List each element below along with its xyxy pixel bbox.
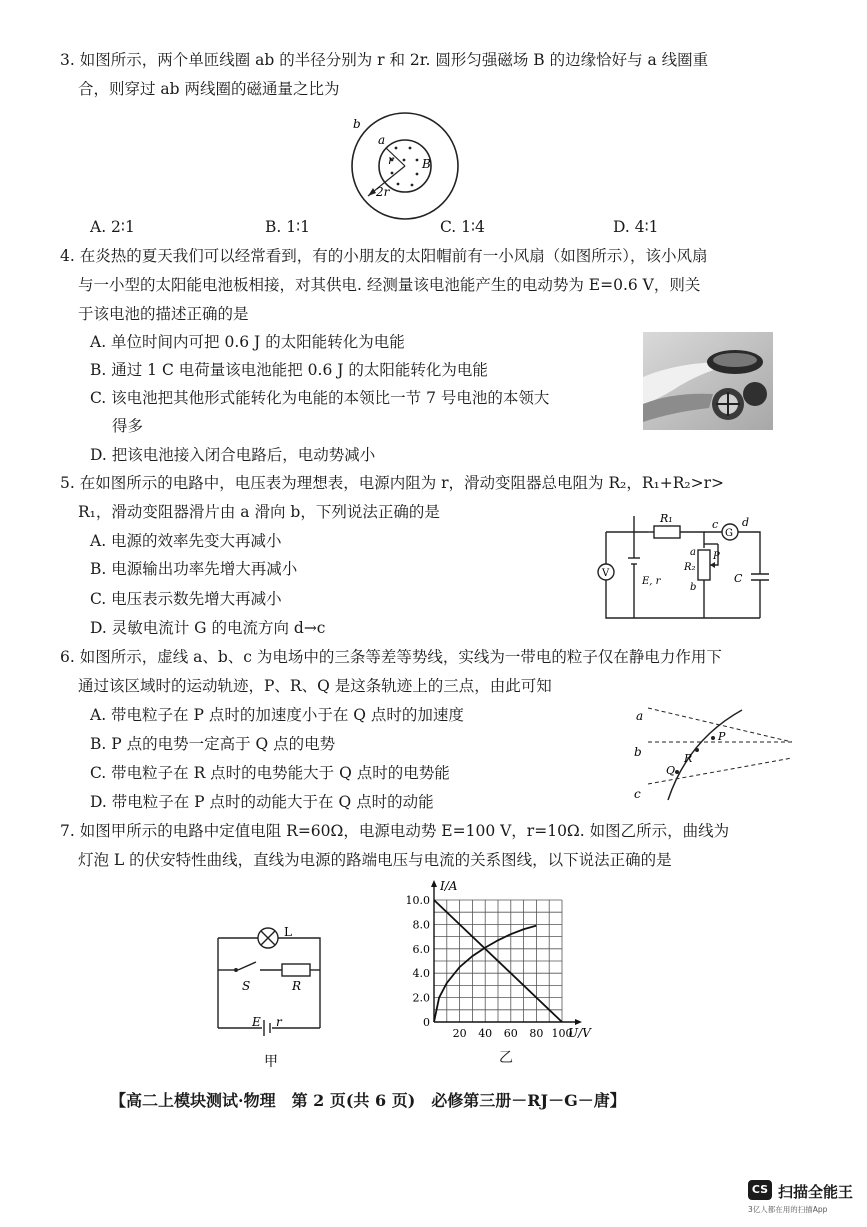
q4-stem-line3: 于该电池的描述正确的是 (78, 305, 249, 323)
chart-x-tick-label: 40 (478, 1027, 493, 1040)
chart-y-axis-arrow (431, 880, 437, 887)
q5-label-r1: R₁ (660, 512, 673, 525)
q3-coil-figure (340, 108, 470, 223)
chart-x-tick-label: 20 (452, 1027, 467, 1040)
chart-x-axis-arrow (575, 1019, 582, 1025)
q4-option-a[interactable]: A. 单位时间内可把 0.6 J 的太阳能转化为电能 (90, 333, 405, 351)
q6-field-figure (628, 700, 794, 804)
q5-label-capacitor: C (734, 572, 743, 585)
q4-option-c-cont: 得多 (112, 417, 144, 435)
camscanner-brand-name: 扫描全能王 (778, 1183, 854, 1201)
chart-y-tick-label: 6.0 (412, 942, 430, 956)
chart-x-tick-label: 60 (503, 1027, 518, 1040)
chart-x-axis-label: U/V (568, 1026, 591, 1040)
q5-option-a[interactable]: A. 电源的效率先变大再减小 (90, 532, 282, 550)
chart-y-tick-label: 8.0 (412, 918, 430, 932)
q5-label-c: c (712, 518, 719, 531)
q5-label-b: b (690, 582, 697, 593)
q5-label-p: P (713, 551, 720, 562)
chart-x-tick-label: 100 (551, 1027, 573, 1040)
q7-label-l: L (284, 925, 292, 939)
chart-y-tick-label: 4.0 (412, 967, 430, 981)
q6-option-d[interactable]: D. 带电粒子在 P 点时的动能大于在 Q 点时的动能 (90, 793, 434, 811)
q7-label-e: E (252, 1015, 261, 1029)
q3-option-a[interactable]: A. 2∶1 (90, 218, 135, 236)
q4-option-b[interactable]: B. 通过 1 C 电荷量该电池能把 0.6 J 的太阳能转化为电能 (90, 361, 488, 379)
q6-stem-line2: 通过该区域时的运动轨迹，P、R、Q 是这条轨迹上的三点，由此可知 (78, 677, 552, 695)
q6-point-q: Q (666, 764, 676, 777)
q6-label-a: a (636, 709, 644, 723)
q6-label-b: b (634, 745, 642, 759)
chart-ticks (406, 894, 573, 1040)
q7-iv-chart (398, 872, 620, 1068)
q7-label-s: S (242, 979, 251, 993)
q7-stem-line2: 灯泡 L 的伏安特性曲线，直线为电源的路端电压与电流的关系图线，以下说法正确的是 (78, 851, 672, 869)
q4-fan-hat-photo (643, 332, 773, 430)
q4-option-c[interactable]: C. 该电池把其他形式能转化为电能的本领比一节 7 号电池的本领大 (90, 389, 550, 407)
q4-option-d[interactable]: D. 把该电池接入闭合电路后，电动势减小 (90, 446, 376, 464)
q7-stem-line1: 7. 如图甲所示的电路中定值电阻 R=60Ω，电源电动势 E=100 V，r=10Ω. 如图乙所示，曲线为 (60, 822, 730, 840)
camscanner-watermark (748, 1180, 856, 1218)
q5-option-b[interactable]: B. 电源输出功率先增大再减小 (90, 560, 298, 578)
q3-label-B: B (422, 157, 431, 171)
chart-y-tick-label: 2.0 (412, 991, 430, 1005)
q6-option-a[interactable]: A. 带电粒子在 P 点时的加速度小于在 Q 点时的加速度 (90, 706, 464, 724)
q5-option-c[interactable]: C. 电压表示数先增大再减小 (90, 590, 282, 608)
q5-voltmeter-v: V (602, 568, 610, 579)
q5-label-er: E, r (642, 576, 661, 587)
q5-option-d[interactable]: D. 灵敏电流计 G 的电流方向 d→c (90, 619, 326, 637)
q5-stem-line1: 5. 在如图所示的电路中，电压表为理想表，电源内阻为 r，滑动变阻器总电阻为 R₂，R₁+R₂>r> (60, 474, 725, 492)
q3-option-b[interactable]: B. 1∶1 (265, 218, 311, 236)
q3-label-b: b (353, 117, 361, 131)
q4-stem-line1: 4. 在炎热的夏天我们可以经常看到，有的小朋友的太阳帽前有一小风扇（如图所示），该小风扇 (60, 247, 708, 265)
q5-label-a: a (690, 547, 696, 558)
chart-axes (431, 880, 582, 1025)
q4-stem-line2: 与一小型的太阳能电池板相接，对其供电. 经测量该电池能产生的电动势为 E=0.6 V，则关 (78, 276, 701, 294)
q7-label-r-resistor: R (292, 979, 302, 993)
page-footer: 【高二上模块测试·物理 第 2 页(共 6 页) 必修第三册－RJ－G－唐】 (110, 1091, 626, 1110)
q6-option-b[interactable]: B. P 点的电势一定高于 Q 点的电势 (90, 735, 336, 753)
q6-point-r: R (684, 752, 693, 765)
q7-label-r-internal: r (276, 1015, 282, 1029)
q3-stem-line1: 3. 如图所示，两个单匝线圈 ab 的半径分别为 r 和 2r. 圆形匀强磁场 B 的边缘恰好与 a 线圈重 (60, 51, 709, 69)
q3-label-r: r (388, 153, 394, 167)
camscanner-tagline: 3亿人都在用的扫描App (748, 1205, 828, 1214)
chart-y-axis-label: I/A (440, 879, 458, 893)
q5-label-r2: R₂ (684, 562, 696, 573)
q6-stem-line1: 6. 如图所示，虚线 a、b、c 为电场中的三条等差等势线，实线为一带电的粒子仅在静电力作用下 (60, 648, 722, 666)
chart-y-tick-label: 0 (423, 1016, 430, 1029)
q6-label-c: c (634, 787, 641, 801)
q5-galvanometer-g: G (725, 528, 733, 539)
camscanner-logo-icon: CS (748, 1180, 772, 1200)
q3-label-a: a (378, 133, 386, 147)
q5-stem-line2: R₁，滑动变阻器滑片由 a 滑向 b，下列说法正确的是 (78, 503, 440, 521)
q3-stem-line2: 合，则穿过 ab 两线圈的磁通量之比为 (78, 80, 340, 98)
q3-label-2r: 2r (376, 185, 390, 199)
q7-circuit-jia (208, 922, 332, 1072)
q7-caption-jia: 甲 (264, 1054, 278, 1070)
q7-caption-yi: 乙 (499, 1050, 513, 1066)
q3-option-d[interactable]: D. 4∶1 (613, 218, 659, 236)
q5-circuit-figure (594, 508, 772, 626)
q3-option-c[interactable]: C. 1∶4 (440, 218, 485, 236)
chart-y-tick-label: 10.0 (405, 894, 430, 907)
q5-label-d: d (742, 516, 750, 529)
q6-option-c[interactable]: C. 带电粒子在 R 点时的电势能大于 Q 点时的电势能 (90, 764, 450, 782)
q6-point-p: P (718, 730, 726, 743)
chart-x-tick-label: 80 (529, 1027, 544, 1040)
